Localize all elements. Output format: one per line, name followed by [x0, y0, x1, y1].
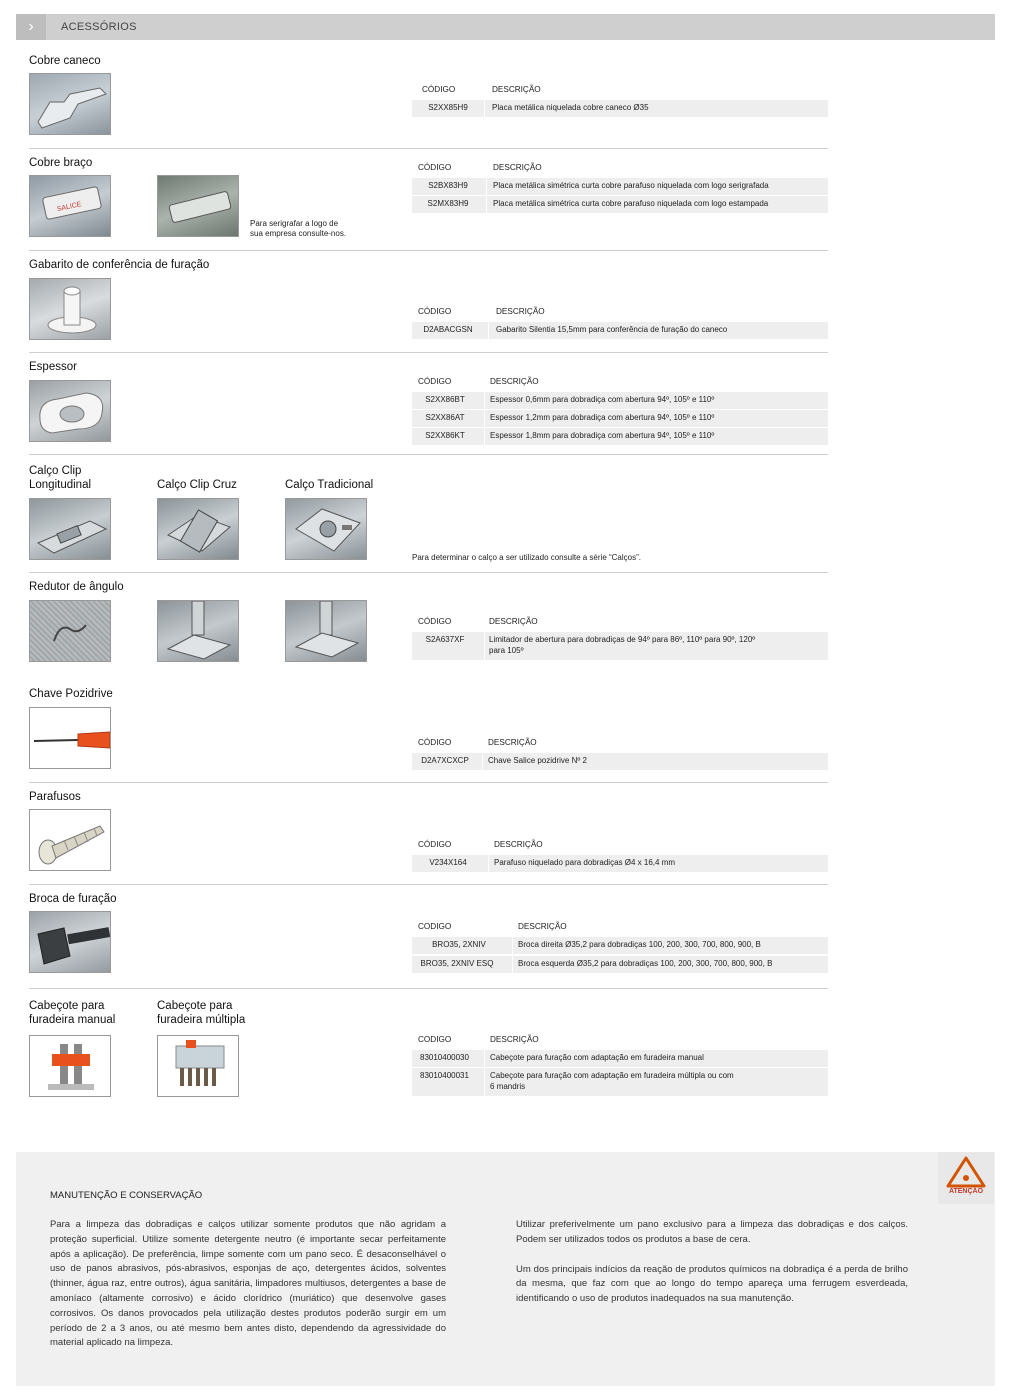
table-row: D2ABACGSN Gabarito Silentia 15,5mm para conferência de furação do caneco	[412, 322, 828, 340]
section-title-calco-clip-cruz: Calço Clip Cruz	[157, 479, 237, 491]
section-title-cobre-braco: Cobre braço	[29, 157, 93, 169]
table-row: S2XX85H9 Placa metálica niquelada cobre caneco Ø35	[412, 100, 828, 118]
col-header-code: CÓDIGO	[418, 377, 452, 386]
svg-text:SALICE: SALICE	[56, 201, 83, 214]
table-row: S2MX83H9 Placa metálica simétrica curta cobre parafuso niquelada com logo estampada	[412, 196, 828, 214]
divider	[29, 782, 828, 783]
table-row: 83010400030 Cabeçote para furação com adaptação em furadeira manual	[412, 1050, 828, 1068]
section-title-parafusos: Parafusos	[29, 791, 81, 803]
mounting-plate-icon	[30, 499, 111, 560]
drill-head-icon	[158, 1036, 239, 1097]
product-image-cobre-braco-serigrafada	[29, 175, 111, 237]
table-row: D2A7XCXCP Chave Salice pozidrive Nº 2	[412, 753, 828, 771]
product-image-chave	[29, 707, 111, 769]
col-header-desc: DESCRIÇÃO	[488, 738, 537, 747]
divider	[29, 250, 828, 251]
product-image-cabecote-manual	[29, 1035, 111, 1097]
arm-plate-icon	[30, 176, 111, 237]
product-image-calco-tradicional	[285, 498, 367, 560]
clip-icon	[30, 601, 111, 662]
drill-bit-icon	[30, 912, 111, 973]
section-title-cabecote-multipla: Cabeçote para furadeira múltipla	[157, 1000, 246, 1026]
col-header-code: CODIGO	[418, 1035, 452, 1044]
col-header-desc: DESCRIÇÃO	[490, 377, 539, 386]
table-row: S2XX86AT Espessor 1,2mm para dobradiça com abertura 94º, 105º e 110º	[412, 410, 828, 428]
section-title-cabecote-manual: Cabeçote para furadeira manual	[29, 1000, 116, 1026]
note-calcos: Para determinar o calço a ser utilizado consulte a série “Calços”.	[412, 553, 641, 562]
divider	[29, 884, 828, 885]
maintenance-text-left: Para a limpeza das dobradiças e calços utilizar somente produtos que não agridam a proteção superficial. Utilize somente detergente neutro (é importante secar perfeitamente após a aplicação). De preferência, limpe somente com um pano seco. É desaconselhável o uso de panos abrasivos, pós-abrasivos, esponjas de aço, detergentes ácidos, solventes (thinner, água raz, entre outros), água sanitária, limpadores multiusos, detergentes a base de amoníaco (altamente corrosivo) e ácido clorídrico (muriático) que desenvolve gases corrosivos. Os danos provocados pela utilização destes produtos poderão surgir em um período de 2 a 3 anos, ou até mesmo bem antes disto, dependendo da agressividade do material aplicado na limpeza.	[50, 1219, 446, 1349]
screw-icon	[30, 810, 111, 871]
hinge-icon	[158, 601, 239, 662]
col-header-code: CODIGO	[418, 922, 452, 931]
product-image-redutor-aplicado-2	[285, 600, 367, 662]
divider	[29, 454, 828, 455]
maintenance-title: MANUTENÇÃO E CONSERVAÇÃO	[50, 1190, 203, 1201]
gauge-icon	[30, 279, 111, 340]
section-title-calco-tradicional: Calço Tradicional	[285, 479, 374, 491]
col-header-code: CÓDIGO	[418, 163, 452, 172]
section-title-cobre-caneco: Cobre caneco	[29, 55, 101, 67]
maintenance-box	[16, 1152, 995, 1386]
col-header-code: CÓDIGO	[418, 307, 452, 316]
col-header-desc: DESCRIÇÃO	[490, 1035, 539, 1044]
col-header-desc: DESCRIÇÃO	[489, 617, 538, 626]
product-image-broca	[29, 911, 111, 973]
col-header-code: CÓDIGO	[418, 738, 452, 747]
section-title-calco-clip-longitudinal: Calço Clip Longitudinal	[29, 465, 92, 491]
product-image-cabecote-multipla	[157, 1035, 239, 1097]
page-title: ACESSÓRIOS	[61, 21, 137, 33]
arm-plate-icon	[158, 176, 239, 237]
section-title-chave: Chave Pozidrive	[29, 688, 113, 700]
section-header	[16, 14, 995, 40]
col-header-desc: DESCRIÇÃO	[496, 307, 545, 316]
table-row: S2BX83H9 Placa metálica simétrica curta cobre parafuso niquelada com logo serigrafada	[412, 178, 828, 196]
screwdriver-icon	[30, 708, 111, 769]
divider	[29, 988, 828, 989]
col-header-desc: DESCRIÇÃO	[518, 922, 567, 931]
divider	[29, 572, 828, 573]
drill-head-icon	[30, 1036, 111, 1097]
table-row: BRO35, 2XNIV Broca direita Ø35,2 para dobradiças 100, 200, 300, 700, 800, 900, B	[412, 937, 828, 955]
product-image-espessor	[29, 380, 111, 442]
col-header-code: CÓDIGO	[418, 617, 452, 626]
table-row: S2XX86KT Espessor 1,8mm para dobradiça com abertura 94º, 105º e 110º	[412, 428, 828, 446]
hinge-icon	[286, 601, 367, 662]
product-image-parafuso	[29, 809, 111, 871]
mounting-plate-icon	[286, 499, 367, 560]
product-image-redutor-peca	[29, 600, 111, 662]
table-row: BRO35, 2XNIV ESQ Broca esquerda Ø35,2 para dobradiças 100, 200, 300, 700, 800, 900, B	[412, 956, 828, 974]
divider	[29, 148, 828, 149]
table-row: S2A637XF Limitador de abertura para dobradiças de 94º para 86º, 110º para 90º, 120º para 105º	[412, 632, 828, 661]
col-header-code: CÓDIGO	[418, 840, 452, 849]
product-image-cobre-caneco	[29, 73, 111, 135]
cap-plate-icon	[30, 74, 111, 135]
col-header-desc: DESCRIÇÃO	[494, 840, 543, 849]
table-row: S2XX86BT Espessor 0,6mm para dobradiça com abertura 94º, 105º e 110º	[412, 392, 828, 410]
section-title-espessor: Espessor	[29, 361, 77, 373]
product-image-calco-clip-longitudinal	[29, 498, 111, 560]
warning-icon	[938, 1154, 994, 1190]
product-image-calco-clip-cruz	[157, 498, 239, 560]
table-row: 83010400031 Cabeçote para furação com adaptação em furadeira múltipla ou com 6 mandris	[412, 1068, 828, 1097]
warning-badge	[938, 1152, 994, 1204]
warning-label: ATENÇÃO	[948, 1188, 984, 1195]
product-image-redutor-aplicado-1	[157, 600, 239, 662]
chevron-right-icon[interactable]: ›	[16, 14, 46, 40]
col-header-code: CÓDIGO	[422, 85, 456, 94]
maintenance-text-right: Utilizar preferivelmente um pano exclusivo para a limpeza das dobradiças e dos calços. Podem ser utilizados todos os produtos a base de cera. Um dos principais indícios da reação de produtos químicos na dobradiça é a perda de brilho da mesma, que faz com que ao longo do tempo apareça uma ferrugem esverdeada, identificando o uso de produtos inadequados na sua manutenção.	[516, 1219, 908, 1305]
section-title-gabarito: Gabarito de conferência de furação	[29, 259, 210, 271]
section-title-redutor: Redutor de ângulo	[29, 581, 124, 593]
shim-icon	[30, 381, 111, 442]
mounting-plate-icon	[158, 499, 239, 560]
product-image-gabarito	[29, 278, 111, 340]
col-header-desc: DESCRIÇÃO	[492, 85, 541, 94]
note-serigrafar: Para serigrafar a logo de sua empresa consulte-nos.	[250, 219, 347, 238]
product-image-cobre-braco-estampada	[157, 175, 239, 237]
col-header-desc: DESCRIÇÃO	[493, 163, 542, 172]
section-title-broca: Broca de furação	[29, 893, 117, 905]
divider	[29, 678, 828, 679]
table-row: V234X164 Parafuso niquelado para dobradiças Ø4 x 16,4 mm	[412, 855, 828, 873]
divider	[29, 352, 828, 353]
